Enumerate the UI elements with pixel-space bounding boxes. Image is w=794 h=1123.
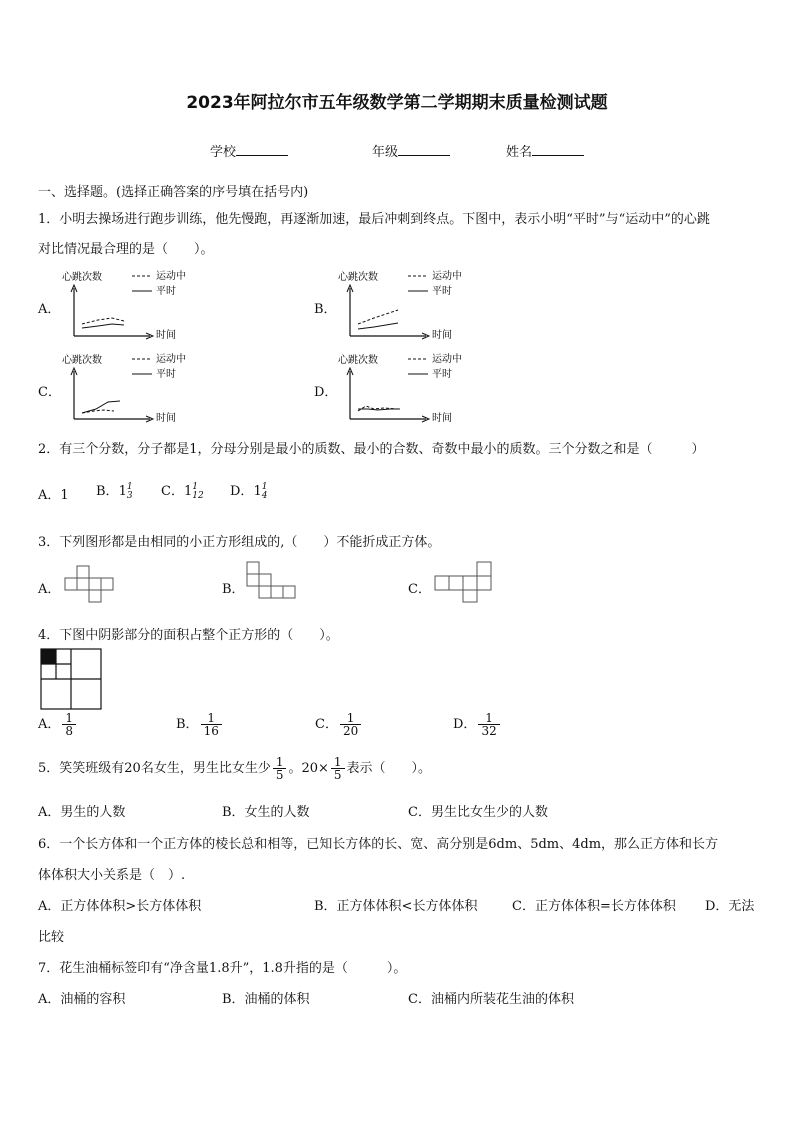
q6-option-c[interactable]: C．正方体体积=长方体体积 <box>512 899 676 914</box>
x-axis <box>74 333 153 339</box>
y-axis <box>347 368 353 419</box>
q3-net-b <box>246 561 300 603</box>
legend-solid-label: 平时 <box>156 369 176 380</box>
q3-option-b-label[interactable]: B． <box>222 582 245 597</box>
name-label: 姓名 <box>506 145 533 160</box>
denominator: 16 <box>203 724 219 738</box>
numerator: 1 <box>273 756 287 769</box>
q2-option-a[interactable]: A．1 <box>38 488 69 503</box>
q6-line1: 6．一个长方体和一个正方体的棱长总和相等，已知长方体的长、宽、高分别是6dm、5dm、4dm，那么正方体和长方 <box>38 837 719 852</box>
legend-solid-label: 平时 <box>432 286 452 297</box>
q5-text-a: 5．笑笑班级有20名女生，男生比女生少 <box>38 761 271 776</box>
numerator: 1 <box>201 712 222 725</box>
q5-text-c: 表示（ ）。 <box>346 761 432 776</box>
legend-dashed-label: 运动中 <box>432 354 462 365</box>
q3-net-a <box>64 565 118 607</box>
school-field <box>210 141 288 160</box>
name-blank <box>532 143 584 156</box>
legend-solid-label: 平时 <box>432 369 452 380</box>
q2-option-d-label: D． <box>230 484 254 499</box>
q1-line2: 对比情况最合理的是（ ）。 <box>38 242 214 257</box>
x-axis-label: 时间 <box>156 330 176 341</box>
q1-chart-d <box>334 349 474 425</box>
q3-option-c-label[interactable]: C． <box>408 582 431 597</box>
grade-blank <box>398 143 450 156</box>
q4-option-d-fraction <box>478 712 499 737</box>
denominator: 3 <box>126 490 133 501</box>
numerator: 1 <box>331 756 345 769</box>
q7-option-b[interactable]: B．油桶的体积 <box>222 992 310 1007</box>
q2-option-d-fraction <box>262 483 268 501</box>
q5-text <box>38 756 431 781</box>
numerator: 1 <box>340 712 361 725</box>
q1-option-d-label[interactable]: D． <box>314 385 338 400</box>
q5-fraction-2 <box>331 756 345 781</box>
q6-option-a[interactable]: A．正方体体积>长方体体积 <box>38 899 202 914</box>
denominator: 12 <box>192 490 204 501</box>
q2-option-c[interactable] <box>161 480 204 501</box>
series-normal <box>82 401 120 413</box>
series-normal <box>358 409 400 410</box>
y-axis <box>71 368 77 419</box>
q7-option-c[interactable]: C．油桶内所装花生油的体积 <box>408 992 574 1007</box>
q6-option-d-wrap[interactable]: 比较 <box>38 930 65 945</box>
y-axis <box>71 285 77 336</box>
legend-dashed-label: 运动中 <box>156 271 186 282</box>
q2-option-d[interactable] <box>230 480 267 501</box>
x-axis <box>350 416 429 422</box>
q3-text: 3．下列图形都是由相同的小正方形组成的,（ ）不能折成正方体。 <box>38 535 441 550</box>
q4-option-a-label: A． <box>38 717 61 732</box>
q4-option-b-fraction <box>201 712 222 737</box>
y-axis <box>347 285 353 336</box>
q2-option-c-whole: 1 <box>183 484 193 499</box>
q7-text: 7．花生油桶标签印有“净含量1.8升”，1.8升指的是（ ）。 <box>38 961 407 976</box>
q2-option-c-fraction <box>192 483 203 501</box>
numerator: 1 <box>126 481 133 492</box>
q2-option-b-label: B． <box>96 484 119 499</box>
y-axis-label: 心跳次数 <box>62 355 102 366</box>
q4-option-a[interactable] <box>38 712 78 737</box>
legend-dashed-label: 运动中 <box>156 354 186 365</box>
grade-label: 年级 <box>372 145 399 160</box>
denominator: 4 <box>261 490 268 501</box>
q4-option-c[interactable] <box>315 712 363 737</box>
numerator: 1 <box>261 481 268 492</box>
q2-option-b[interactable] <box>96 480 133 501</box>
school-blank <box>236 143 288 156</box>
q3-net-c <box>433 561 493 603</box>
numerator: 1 <box>478 712 499 725</box>
q2-option-d-whole: 1 <box>253 484 262 499</box>
name-field <box>506 141 584 160</box>
legend-solid-label: 平时 <box>156 286 176 297</box>
denominator: 32 <box>481 724 497 738</box>
series-exercise <box>358 310 398 324</box>
series-exercise <box>82 318 124 324</box>
q2-option-c-label: C． <box>161 484 184 499</box>
q1-chart-b <box>334 266 474 342</box>
y-axis-label: 心跳次数 <box>62 272 102 283</box>
x-axis-label: 时间 <box>432 330 452 341</box>
numerator: 1 <box>62 712 76 725</box>
q1-option-c-label[interactable]: C． <box>38 385 61 400</box>
legend-dashed-label: 运动中 <box>432 271 462 282</box>
q1-option-a-label[interactable]: A． <box>38 302 61 317</box>
q7-option-a[interactable]: A．油桶的容积 <box>38 992 126 1007</box>
q4-option-a-fraction <box>62 712 76 737</box>
q1-line1: 1．小明去操场进行跑步训练，他先慢跑，再逐渐加速，最后冲刺到终点。下图中，表示小明“平时”与“运动中”的心跳 <box>38 212 710 227</box>
x-axis <box>74 416 153 422</box>
q4-option-b-label: B． <box>176 717 199 732</box>
q6-line2: 体体积大小关系是（ ）. <box>38 868 186 883</box>
denominator: 5 <box>275 768 284 782</box>
q3-option-a-label[interactable]: A． <box>38 582 61 597</box>
q4-text: 4．下图中阴影部分的面积占整个正方形的（ ）。 <box>38 628 339 643</box>
denominator: 20 <box>342 724 359 738</box>
q5-option-b[interactable]: B．女生的人数 <box>222 805 310 820</box>
q4-option-c-fraction <box>340 712 361 737</box>
q1-chart-a <box>58 266 198 342</box>
x-axis-label: 时间 <box>156 413 176 424</box>
page-title: 2023年阿拉尔市五年级数学第二学期期末质量检测试题 <box>186 93 608 113</box>
series-normal <box>82 324 124 328</box>
q1-chart-c <box>58 349 198 425</box>
q4-option-d-label: D． <box>453 717 477 732</box>
grade-field <box>372 141 450 160</box>
denominator: 8 <box>65 724 74 738</box>
q4-square-figure <box>40 648 102 710</box>
q2-option-b-whole: 1 <box>118 484 127 499</box>
school-label: 学校 <box>210 145 237 160</box>
q2-option-b-fraction <box>127 483 133 501</box>
series-normal <box>358 323 398 329</box>
q5-option-c[interactable]: C．男生比女生少的人数 <box>408 805 548 820</box>
q6-option-d[interactable]: D．无法 <box>705 899 755 914</box>
shaded-region <box>41 649 56 664</box>
q6-option-b[interactable]: B．正方体体积<长方体体积 <box>314 899 478 914</box>
section-heading: 一、选择题。(选择正确答案的序号填在括号内) <box>38 185 309 200</box>
denominator: 5 <box>333 768 342 782</box>
y-axis-label: 心跳次数 <box>338 355 378 366</box>
q5-text-b: 。20× <box>288 761 329 776</box>
q4-option-c-label: C． <box>315 717 338 732</box>
q4-option-d[interactable] <box>453 712 502 737</box>
numerator: 1 <box>192 481 198 492</box>
q2-text: 2．有三个分数，分子都是1，分母分别是最小的质数、最小的合数、奇数中最小的质数。三个分数之和是（ ） <box>38 442 705 457</box>
x-axis <box>350 333 429 339</box>
y-axis-label: 心跳次数 <box>338 272 378 283</box>
q1-option-b-label[interactable]: B． <box>314 302 337 317</box>
x-axis-label: 时间 <box>432 413 452 424</box>
q5-fraction-1 <box>273 756 287 781</box>
q4-option-b[interactable] <box>176 712 224 737</box>
q5-option-a[interactable]: A．男生的人数 <box>38 805 126 820</box>
